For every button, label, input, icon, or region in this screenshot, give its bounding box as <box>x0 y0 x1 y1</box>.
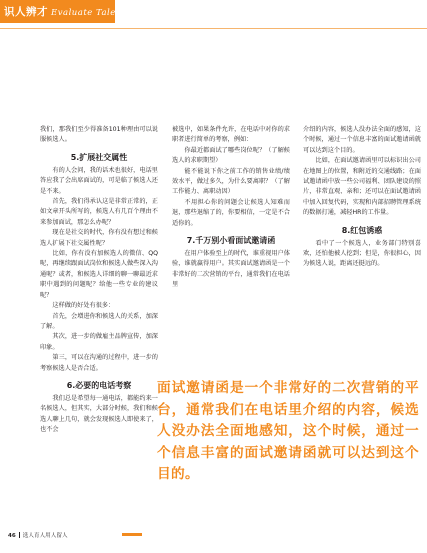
paragraph: 不用担心你的问题会让候选人知难而退，那些退缩了的，你要相信，一定是不合适你的。 <box>172 198 290 227</box>
article-column-2 <box>172 125 290 291</box>
paragraph: 你最近都面试了哪些岗位呢？（了解候选人的求职期望） <box>172 146 290 165</box>
section-subtitle: Evaluate Talent <box>51 8 126 18</box>
article-column-1 <box>40 125 158 436</box>
paragraph: 现在是社交的时代，你有没有想过和候选人扩展下社交属性呢？ <box>40 229 158 247</box>
article-column-3 <box>303 125 421 270</box>
paragraph: 比如，在面试邀请函里可以标识出公司在地图上的位置，和附近的交通线路；在面试邀请函中放一些公司福利、团队建设的照片，非常直观、亲和；还可以在面试邀请函中加入回复代码，实现和内部招聘管理系统的数据打通，减轻HR的工作量。 <box>303 157 421 217</box>
paragraph: 能不能说下你之前工作的销售业绩/绩效水平，做过多久，为什么要离职？（了解工作能力、离职动因） <box>172 167 290 196</box>
page-number: 46 <box>8 533 16 539</box>
section-name: 识人辨才 <box>4 6 48 18</box>
paragraph: 首先，会增进你和候选人的关系，加深了解。 <box>40 312 158 330</box>
section-heading: 6.必要的电话考察 <box>66 380 132 390</box>
magazine-name: 选人育人用人留人 <box>22 533 68 539</box>
paragraph: 第三，可以在沟通的过程中，进一步的考察候选人是否合适。 <box>40 354 158 372</box>
paragraph: 我们，那我们至少得准备101种理由可以说服候选人。 <box>40 126 158 144</box>
footer-separator <box>19 532 20 538</box>
paragraph: 首先，我们得承认这是非常正常的，正如文章开头所写的，候选人有几百个理由不来参加面试，那怎么办呢？ <box>40 198 158 226</box>
page-header <box>0 0 427 46</box>
header-divider <box>0 28 427 29</box>
paragraph: 其次，进一步的做雇主品牌宣传，加深印象。 <box>40 333 158 351</box>
page-footer <box>8 531 68 539</box>
paragraph: 看中了一个候选人，业务部门特别喜欢，还怕他被人挖到；但是，你很担心，因为候选人说，距离还挺远的。 <box>303 239 421 268</box>
footer-accent-bar <box>122 533 142 536</box>
section-heading: 8.红包诱惑 <box>341 225 383 235</box>
paragraph: 我们总是希望每一通电话，都能约来一名候选人，但其实，大部分时候，我们和候选人聊上几句，就会发现候选人即使来了，也不会 <box>40 394 158 434</box>
section-heading: 5.扩展社交属性 <box>70 152 128 162</box>
paragraph: 有的人会问，我的话术也很好，电话里答应我了会出席面试的，可是临了候选人还是不来。 <box>40 166 158 195</box>
section-title <box>4 4 126 19</box>
section-heading: 7.千万别小看面试邀请函 <box>186 236 276 246</box>
section-banner <box>0 0 126 23</box>
paragraph: 这样做的好处有很多： <box>52 302 115 310</box>
paragraph: 在用户体验至上的时代，谁重视用户体验，谁就赢得用户。其实面试邀请函是一个非常好的二次营销的平台，通常我们在电话里 <box>172 250 290 289</box>
paragraph: 被选中，如果条件允许，在电话中对你的求职者进行简单的考察，例如： <box>172 126 290 144</box>
paragraph: 介绍的内容，候选人没办法全面的感知，这个时候，通过一个信息丰富的面试邀请函就可以达到这个目的。 <box>303 126 421 154</box>
paragraph: 比如，你有没有加候选人的微信、QQ呢，再继续跟面试岗位和候选人做些深入沟通呢？或者，和候选人详细的聊一聊最近求职中遇到的问题呢？给他一些专业的建议呢？ <box>40 250 158 299</box>
pull-quote: 面试邀请函是一个非常好的二次营销的平台，通常我们在电话里介绍的内容，候选人没办法全面地感知，这个时候，通过一个信息丰富的面试邀请函就可以达到这个目的。 <box>157 380 419 482</box>
